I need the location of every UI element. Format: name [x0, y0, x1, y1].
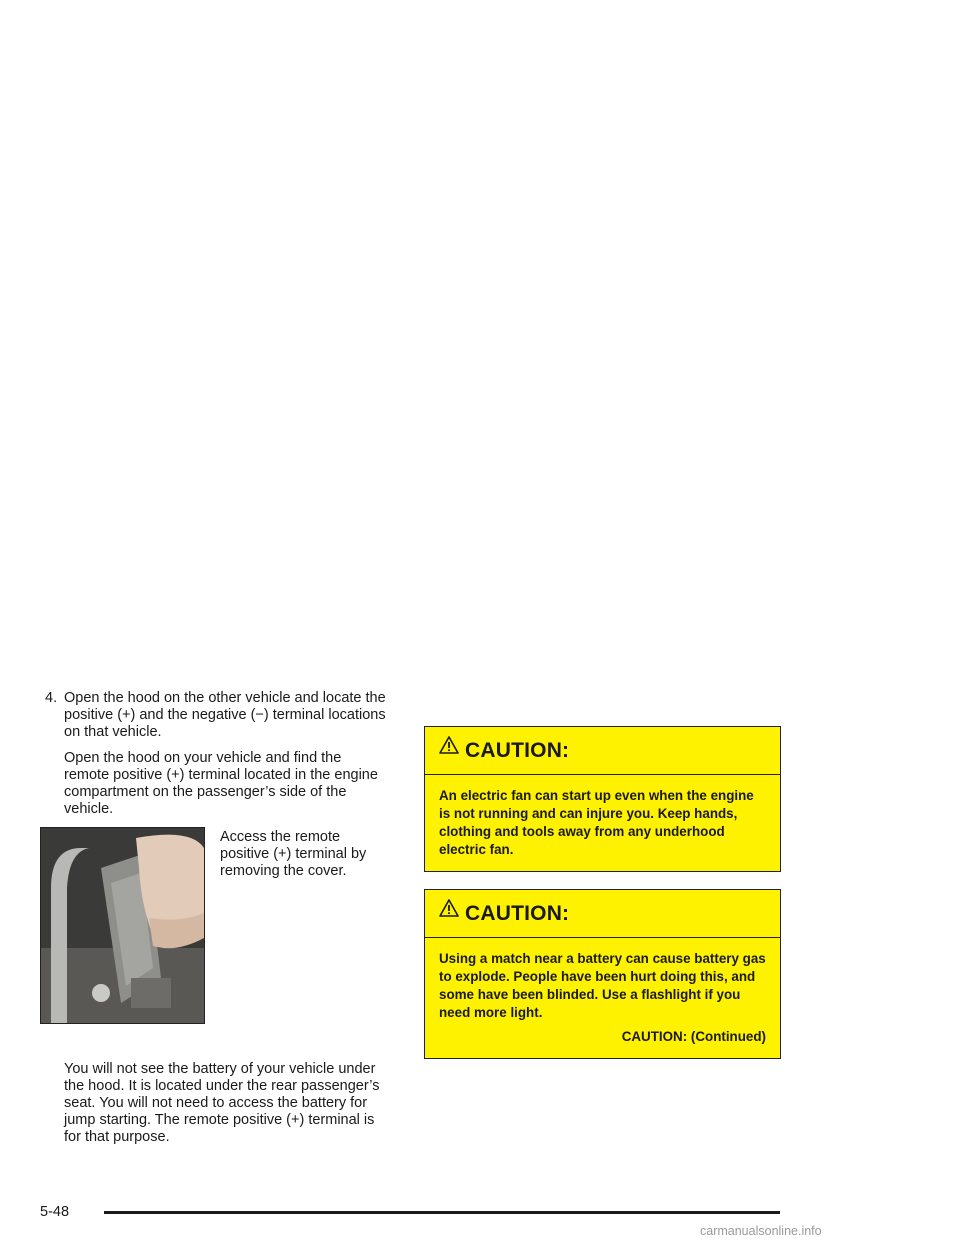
caution-body [425, 775, 780, 871]
left-column [40, 690, 390, 1155]
photo-row [40, 827, 390, 1025]
caution-header [425, 890, 780, 938]
watermark: carmanualsonline.info [700, 1224, 822, 1238]
caution-header [425, 727, 780, 775]
caution-text: An electric fan can start up even when the engine is not running and can injure you. Keep hands, clothing and tools away from any underhood electric fan. [439, 788, 754, 857]
caution-box-fan [424, 726, 781, 872]
battery-location-paragraph: You will not see the battery of your vehicle under the hood. It is located under the rear passenger’s seat. You will not need to access the battery for jump starting. The remote positive (+) terminal is for that purpose. [64, 1061, 380, 1145]
photo-caption: Access the remote positive (+) terminal by removing the cover. [220, 829, 367, 879]
warning-triangle-icon [439, 736, 459, 759]
page-number: 5-48 [40, 1204, 70, 1220]
step-number: 4. [45, 690, 58, 706]
footer-rule [104, 1211, 780, 1214]
step-4 [40, 690, 390, 741]
warning-triangle-icon [439, 899, 459, 922]
remote-terminal-paragraph: Open the hood on your vehicle and find the remote positive (+) terminal located in the engine compartment on the passenger’s side of the vehicle. [64, 750, 378, 817]
caution-title: CAUTION: [465, 738, 570, 762]
caution-box-battery [424, 889, 781, 1059]
remote-terminal-photo [40, 827, 205, 1024]
step-text: Open the hood on the other vehicle and locate the positive (+) and the negative (−) terminal locations on that vehicle. [64, 690, 386, 740]
caution-body [425, 938, 780, 1058]
caution-title: CAUTION: [465, 901, 570, 925]
caution-text: Using a match near a battery can cause battery gas to explode. People have been hurt doing this, and some have been blinded. Use a flashlight if you need more light. [439, 951, 766, 1020]
caution-continued: CAUTION: (Continued) [621, 1029, 766, 1044]
